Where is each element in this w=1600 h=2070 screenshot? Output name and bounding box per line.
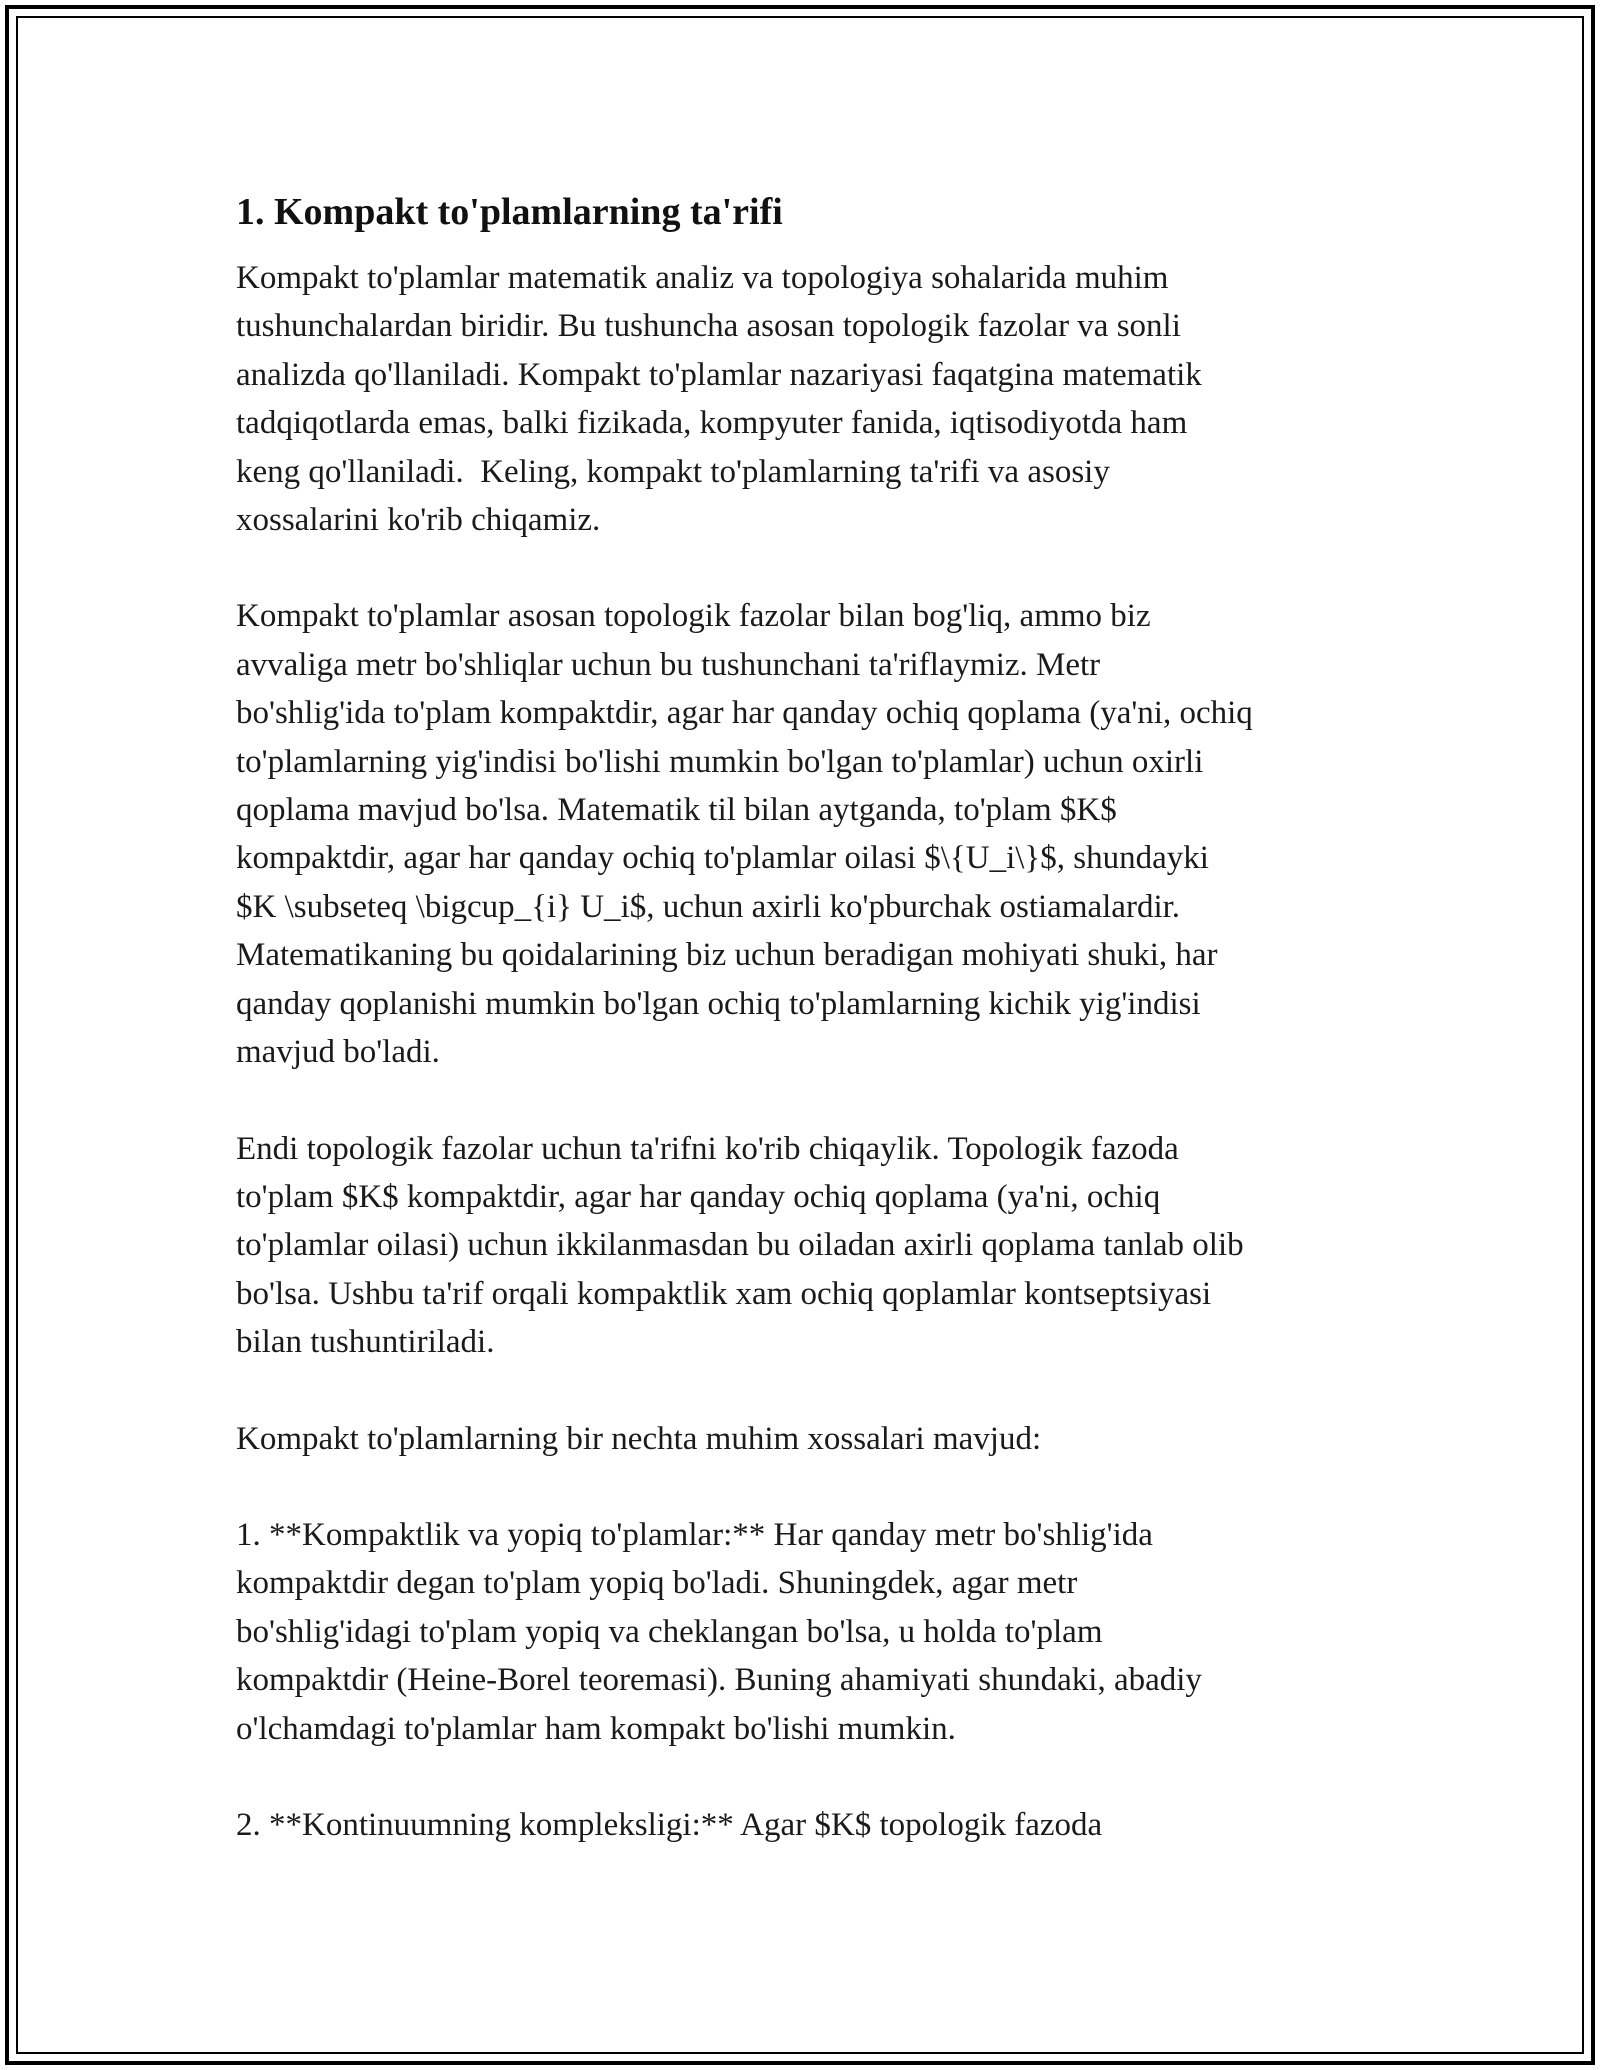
text-line: kompaktdir, agar har qanday ochiq to'plamlar oilasi $\{U_i\}$, shundayki: [236, 840, 1209, 877]
paragraph: [236, 1801, 1384, 1849]
text-line: to'plam $K$ kompaktdir, agar har qanday ochiq qoplama (ya'ni, ochiq: [236, 1178, 1161, 1215]
text-line: tadqiqotlarda emas, balki fizikada, kompyuter fanida, iqtisodiyotda ham: [236, 405, 1188, 442]
paragraph: [236, 1125, 1384, 1367]
paragraph: [236, 1415, 1384, 1463]
text-line: Kompakt to'plamlar asosan topologik fazolar bilan bog'liq, ammo biz: [236, 598, 1151, 635]
section-heading: 1. Kompakt to'plamlarning ta'rifi: [236, 191, 783, 233]
text-line: keng qo'llaniladi. Keling, kompakt to'plamlarning ta'rifi va asosiy: [236, 453, 1110, 490]
text-line: avvaliga metr bo'shliqlar uchun bu tushunchani ta'riflaymiz. Metr: [236, 646, 1101, 683]
text-line: analizda qo'llaniladi. Kompakt to'plamlar nazariyasi faqatgina matematik: [236, 356, 1202, 393]
text-line: kompaktdir (Heine-Borel teoremasi). Buning ahamiyati shundaki, abadiy: [236, 1662, 1202, 1699]
paragraph-container: [236, 254, 1384, 1849]
text-line: to'plamlarning yig'indisi bo'lishi mumkin bo'lgan to'plamlar) uchun oxirli: [236, 743, 1204, 780]
text-line: bo'lsa. Ushbu ta'rif orqali kompaktlik xam ochiq qoplamlar kontseptsiyasi: [236, 1275, 1212, 1312]
paragraph: [236, 254, 1384, 544]
text-line: to'plamlar oilasi) uchun ikkilanmasdan bu oiladan axirli qoplama tanlab olib: [236, 1227, 1244, 1264]
document-body: [236, 186, 1384, 1897]
text-line: 1. **Kompaktlik va yopiq to'plamlar:** Har qanday metr bo'shlig'ida: [236, 1516, 1153, 1553]
text-line: kompaktdir degan to'plam yopiq bo'ladi. Shuningdek, agar metr: [236, 1565, 1078, 1602]
text-line: Matematikaning bu qoidalarining biz uchun beradigan mohiyati shuki, har: [236, 937, 1218, 974]
text-line: tushunchalardan biridir. Bu tushuncha asosan topologik fazolar va sonli: [236, 308, 1181, 345]
text-line: o'lchamdagi to'plamlar ham kompakt bo'lishi mumkin.: [236, 1710, 956, 1747]
text-line: $K \subseteq \bigcup_{i} U_i$, uchun axirli ko'pburchak ostiamalardir.: [236, 888, 1181, 925]
text-line: Endi topologik fazolar uchun ta'rifni ko'rib chiqaylik. Topologik fazoda: [236, 1130, 1179, 1167]
text-line: mavjud bo'ladi.: [236, 1034, 440, 1071]
text-line: bilan tushuntiriladi.: [236, 1324, 495, 1361]
text-line: qanday qoplanishi mumkin bo'lgan ochiq to'plamlarning kichik yig'indisi: [236, 985, 1201, 1022]
text-line: xossalarini ko'rib chiqamiz.: [236, 502, 601, 539]
text-line: bo'shlig'idagi to'plam yopiq va cheklangan bo'lsa, u holda to'plam: [236, 1613, 1103, 1650]
paragraph: [236, 592, 1384, 1076]
text-line: bo'shlig'ida to'plam kompaktdir, agar har qanday ochiq qoplama (ya'ni, ochiq: [236, 695, 1253, 732]
text-line: Kompakt to'plamlar matematik analiz va topologiya sohalarida muhim: [236, 260, 1169, 296]
text-line: Kompakt to'plamlarning bir nechta muhim xossalari mavjud:: [236, 1420, 1042, 1457]
paragraph: [236, 1511, 1384, 1753]
text-line: 2. **Kontinuumning kompleksligi:** Agar $K$ topologik fazoda: [236, 1806, 1103, 1843]
text-line: qoplama mavjud bo'lsa. Matematik til bilan aytganda, to'plam $K$: [236, 792, 1117, 829]
